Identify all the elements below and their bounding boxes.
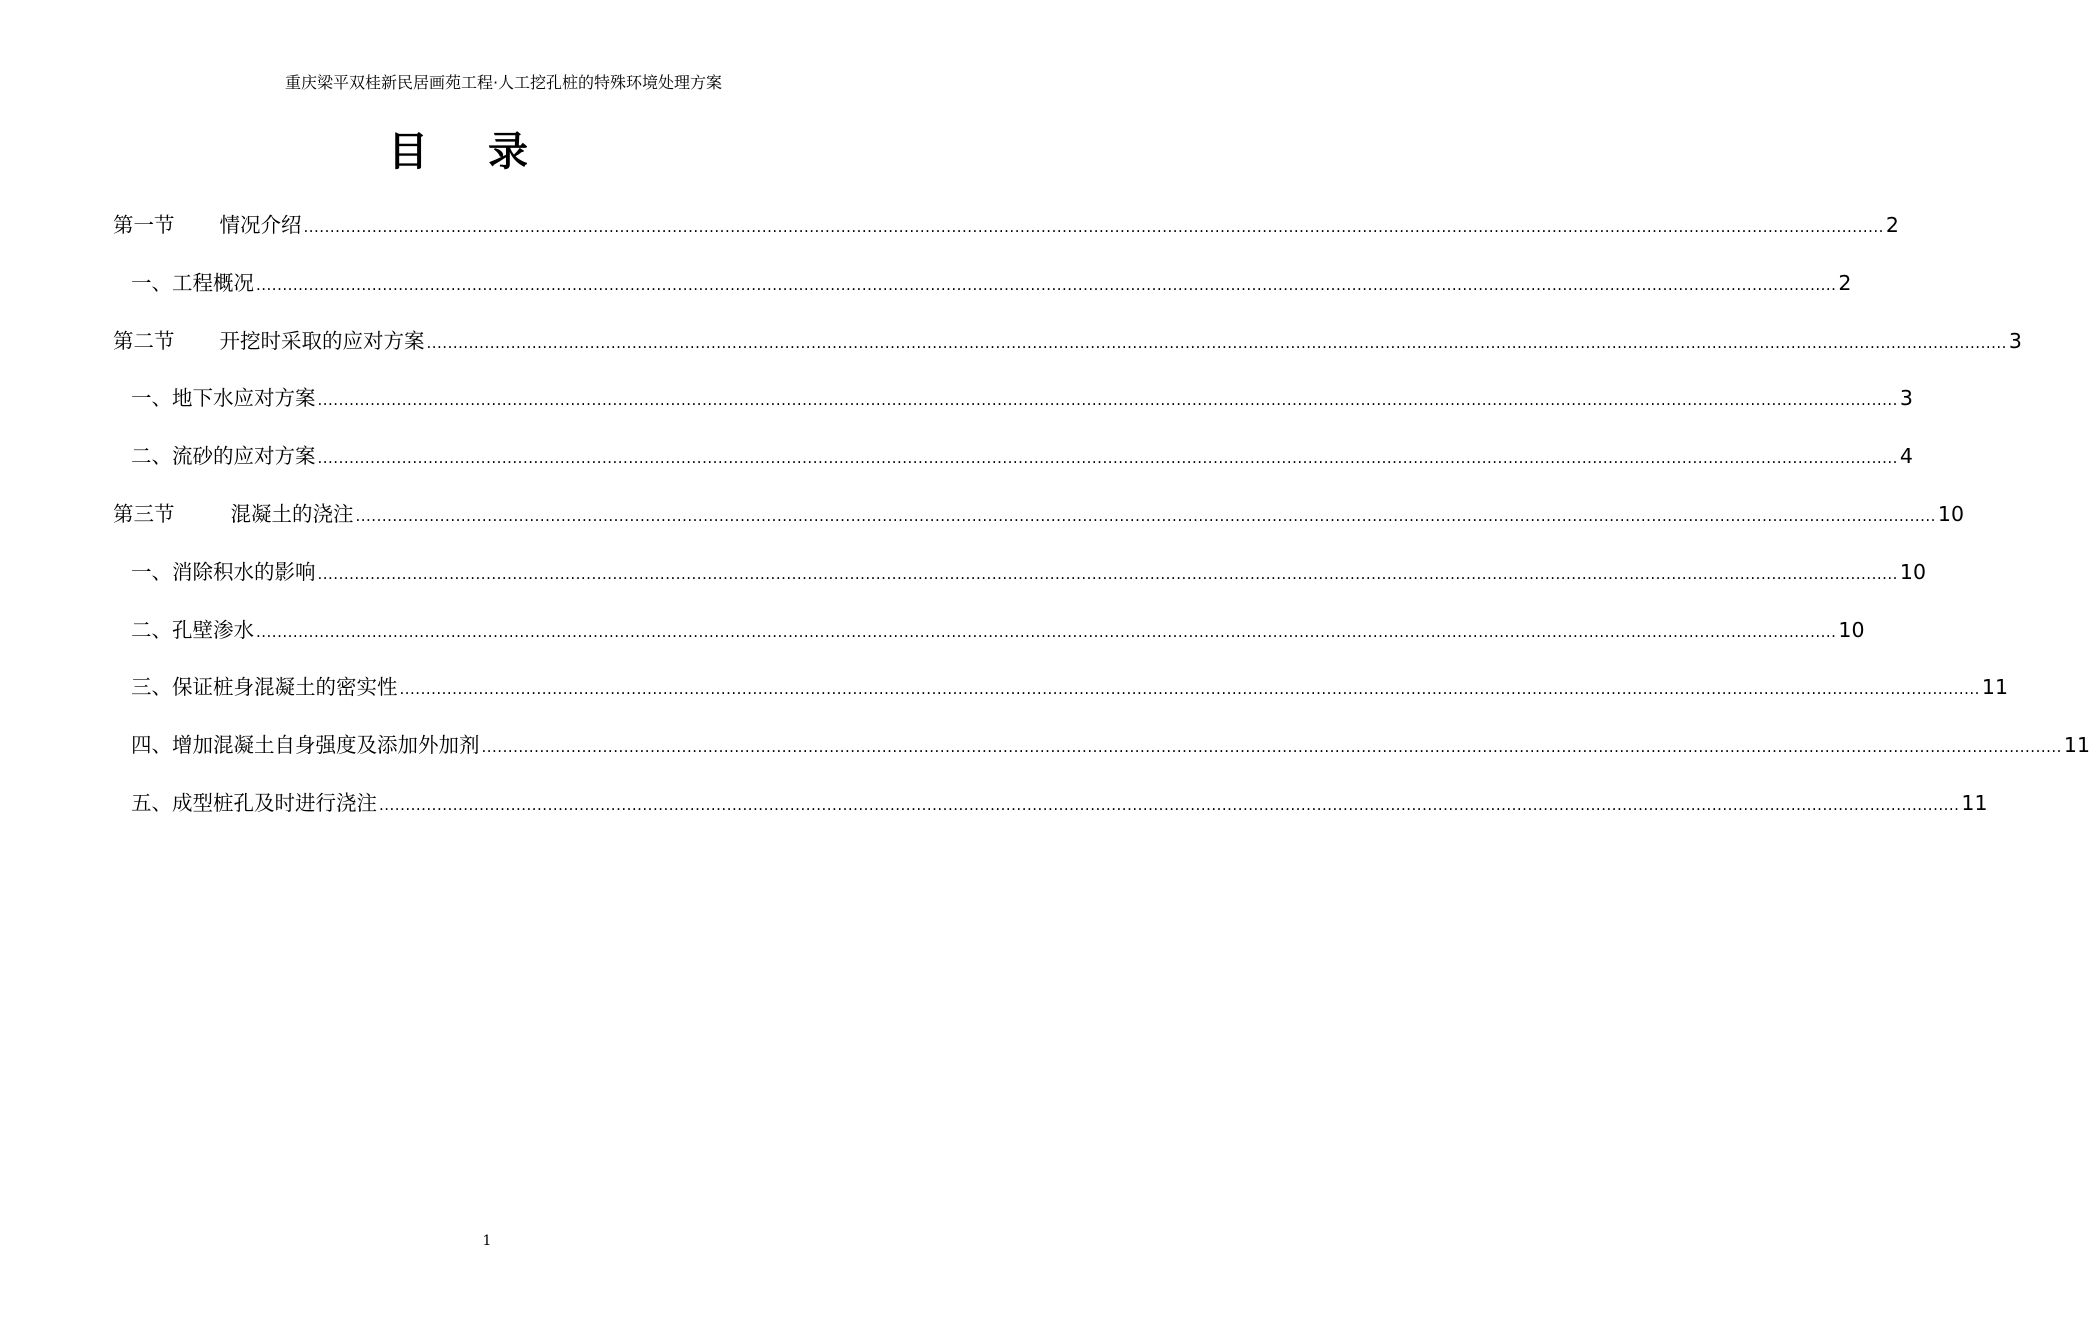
toc-entry-title: 增加混凝土自身强度及添加外加剂 — [172, 733, 480, 758]
toc-entry-label — [131, 263, 254, 303]
toc-entry-page: 11 — [1981, 675, 2009, 700]
toc-entry[interactable] — [131, 783, 1988, 823]
dot-leader: ............................................................................................................................................................................................................................................................................................................ — [399, 680, 1980, 699]
toc-entry[interactable] — [131, 610, 1865, 650]
toc-entry-label — [131, 667, 398, 707]
toc-entry-page: 2 — [1885, 213, 1899, 237]
toc-entry-title: 情况介绍 — [219, 213, 302, 237]
toc-entry-title: 孔壁渗水 — [172, 617, 254, 642]
toc-entry-title: 消除积水的影响 — [172, 559, 316, 584]
toc-entry-page: 10 — [1838, 617, 1865, 642]
dot-leader: ............................................................................................................................................................................................................................................................................................................ — [256, 622, 1837, 641]
toc-entry-page: 10 — [1937, 502, 1965, 526]
toc-entry-number: 一、 — [131, 386, 172, 411]
toc-entry-label — [113, 205, 302, 245]
toc-entry-page: 2 — [1838, 270, 1852, 295]
dot-leader: ............................................................................................................................................................................................................................................................................................................ — [256, 275, 1837, 294]
toc-entry-number: 二、 — [131, 617, 172, 642]
toc-entry-title: 工程概况 — [172, 270, 254, 295]
toc-title: 目录 — [388, 129, 588, 175]
toc-entry-label — [131, 378, 316, 418]
toc-entry-number: 一、 — [131, 270, 172, 295]
dot-leader: ............................................................................................................................................................................................................................................................................................................ — [426, 333, 2007, 352]
dot-leader: ............................................................................................................................................................................................................................................................................................................ — [481, 738, 2062, 757]
toc-entry-number: 第二节 — [113, 328, 175, 353]
page-number: 1 — [482, 1233, 492, 1249]
toc-entry[interactable] — [131, 667, 2009, 707]
toc-entry-title: 混凝土的浇注 — [230, 502, 354, 526]
toc-entry-number: 第一节 — [113, 213, 175, 237]
toc-entry-number: 一、 — [131, 559, 172, 584]
toc-entry-label — [131, 552, 316, 592]
toc-entry[interactable] — [131, 436, 1913, 476]
toc-entry-title: 保证桩身混凝土的密实性 — [172, 675, 398, 700]
toc-entry-title: 开挖时采取的应对方案 — [219, 328, 425, 353]
toc-entry-title: 成型桩孔及时进行浇注 — [172, 791, 377, 815]
toc-entry[interactable] — [113, 205, 1899, 245]
dot-leader: ............................................................................................................................................................................................................................................................................................................ — [317, 564, 1898, 583]
toc-entry-page: 11 — [1961, 791, 1988, 815]
toc-entry-number: 第三节 — [113, 502, 175, 526]
running-header: 重庆梁平双桂新民居画苑工程·人工挖孔桩的特殊环境处理方案 — [284, 73, 723, 92]
toc-entry-page: 3 — [2008, 328, 2022, 353]
toc-entry-label — [131, 436, 316, 476]
toc-entry[interactable] — [131, 378, 1913, 418]
dot-leader: ............................................................................................................................................................................................................................................................................................................ — [317, 449, 1898, 468]
toc-entry[interactable] — [113, 494, 1965, 534]
toc-entry-page: 3 — [1899, 386, 1913, 411]
toc-entry[interactable] — [131, 725, 2090, 765]
toc-entry[interactable] — [113, 321, 2022, 361]
toc-entry[interactable] — [131, 552, 1927, 592]
toc-entry-number: 五、 — [131, 791, 172, 815]
toc-entry-label — [131, 725, 480, 765]
dot-leader: ............................................................................................................................................................................................................................................................................................................ — [379, 796, 1960, 814]
toc-entry-page: 11 — [2063, 733, 2090, 758]
toc-entry-page: 10 — [1899, 559, 1927, 584]
dot-leader: ............................................................................................................................................................................................................................................................................................................ — [317, 391, 1898, 410]
toc-entry-page: 4 — [1899, 444, 1913, 469]
toc-entry[interactable] — [131, 263, 1852, 303]
toc-entry-number: 三、 — [131, 675, 172, 700]
toc-entry-number: 二、 — [131, 444, 172, 469]
toc-entry-number: 四、 — [131, 733, 172, 758]
dot-leader: ............................................................................................................................................................................................................................................................................................................ — [355, 507, 1936, 525]
dot-leader: ............................................................................................................................................................................................................................................................................................................ — [303, 218, 1884, 236]
toc-entry-label — [113, 321, 425, 361]
toc-entry-title: 流砂的应对方案 — [172, 444, 316, 469]
toc-entry-title: 地下水应对方案 — [172, 386, 316, 411]
toc-entry-label — [113, 494, 354, 534]
toc-entry-label — [131, 783, 377, 823]
toc-entry-label — [131, 610, 254, 650]
